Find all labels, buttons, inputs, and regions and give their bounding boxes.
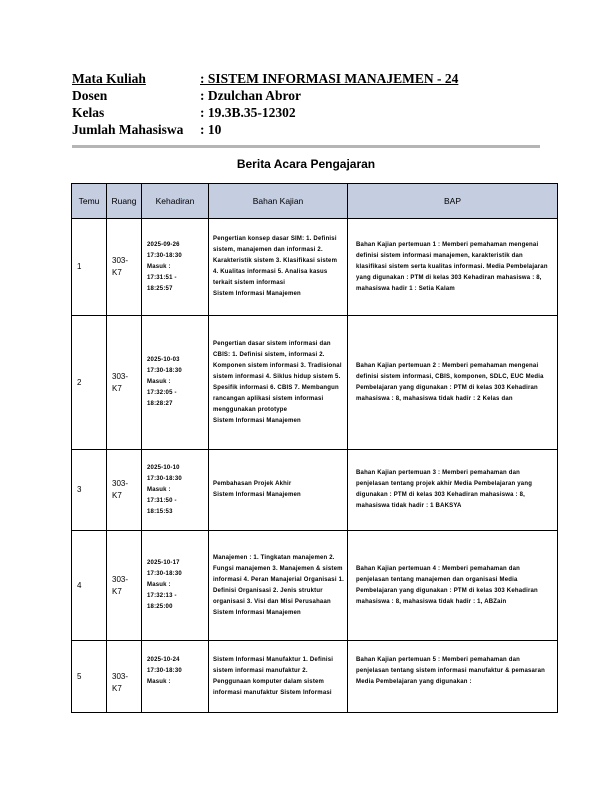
cell-kehadiran: 2025-10-10 17:30-18:30 Masuk : 17:31:50 - 18:15:53 [142,450,209,531]
course-label: Mata Kuliah [72,71,146,86]
cell-bahan-kajian: Manajemen : 1. Tingkatan manajemen 2. Fungsi manajemen 3. Manajemen & sistem informasi 4. Peran Manajerial Organisasi 1. Definisi Organisasi 2. Jenis struktur organisasi 3. Visi dan Misi Perusahaan Sistem Informasi Manajemen [209,531,348,641]
table-row [72,316,558,450]
header-row-lecturer [72,87,542,104]
cell-bap: Bahan Kajian pertemuan 2 : Memberi pemahaman mengenai definisi sistem informasi, CBIS, komponen, SDLC, EUC Media Pembelajaran yang digunakan : PTM di kelas 303 Kehadiran mahasiswa : 8, mahasiswa tidak hadir : 2 Kelas dan [348,316,558,450]
column-header-temu: Temu [72,184,107,219]
cell-ruang: 303- K7 [107,316,142,450]
cell-kehadiran: 2025-10-24 17:30-18:30 Masuk : [142,641,209,713]
teaching-report-table [71,183,558,713]
table-row [72,219,558,316]
table-row [72,450,558,531]
cell-temu: 3 [72,450,107,531]
cell-temu: 5 [72,641,107,713]
cell-bahan-kajian: Pengertian konsep dasar SIM: 1. Definisi sistem, manajemen dan informasi 2. Karakteristik sistem 3. Klasifikasi sistem 4. Kualitas informasi 5. Analisa kasus terkait sistem informasi Sistem Informasi Manajemen [209,219,348,316]
cell-temu: 1 [72,219,107,316]
course-value: : SISTEM INFORMASI MANAJEMEN - 24 [200,71,459,86]
cell-ruang: 303- K7 [107,531,142,641]
cell-kehadiran: 2025-09-26 17:30-18:30 Masuk : 17:31:51 - 18:25:57 [142,219,209,316]
students-value: : 10 [200,122,222,137]
header-row-course [72,70,542,87]
header-row-class [72,104,542,121]
table-row [72,531,558,641]
students-label: Jumlah Mahasiswa [72,122,184,137]
cell-bap: Bahan Kajian pertemuan 4 : Memberi pemahaman dan penjelasan tentang manajemen dan organisasi Media Pembelajaran yang digunakan : PTM di kelas 303 Kehadiran mahasiswa : 8, mahasiswa tidak hadir : 1, ABZain [348,531,558,641]
cell-ruang: 303- K7 [107,641,142,713]
cell-bap: Bahan Kajian pertemuan 1 : Memberi pemahaman mengenai definisi sistem informasi manajemen, karakteristik dan klasifikasi sistem serta kualitas informasi. Media Pembelajaran yang digunakan : PTM di kelas 303 Kehadiran mahasiswa : 8, mahasiswa hadir 1 : Setia Kalam [348,219,558,316]
cell-ruang: 303- K7 [107,450,142,531]
column-header-bap: BAP [348,184,558,219]
table-header-row [72,184,558,219]
header-divider [72,145,540,148]
cell-kehadiran: 2025-10-17 17:30-18:30 Masuk : 17:32:13 - 18:25:00 [142,531,209,641]
course-header [72,70,542,138]
class-value: : 19.3B.35-12302 [200,105,296,120]
cell-kehadiran: 2025-10-03 17:30-18:30 Masuk : 17:32:05 - 18:28:27 [142,316,209,450]
header-row-students [72,121,542,138]
lecturer-value: : Dzulchan Abror [200,88,302,103]
cell-bahan-kajian: Pengertian dasar sistem informasi dan CBIS: 1. Definisi sistem, informasi 2. Komponen sistem informasi 3. Tradisional sistem informasi 4. Siklus hidup sistem 5. Spesifik informasi 6. CBIS 7. Membangun rancangan aplikasi sistem informasi menggunakan prototype Sistem Informasi Manajemen [209,316,348,450]
table-row [72,641,558,713]
column-header-bahan-kajian: Bahan Kajian [209,184,348,219]
cell-temu: 4 [72,531,107,641]
column-header-kehadiran: Kehadiran [142,184,209,219]
cell-bahan-kajian: Pembahasan Projek Akhir Sistem Informasi Manajemen [209,450,348,531]
cell-ruang: 303- K7 [107,219,142,316]
cell-bap: Bahan Kajian pertemuan 3 : Memberi pemahaman dan penjelasan tentang projek akhir Media Pembelajaran yang digunakan : PTM di kelas 303 Kehadiran mahasiswa : 8, mahasiswa tidak hadir : 1 BAKSYA [348,450,558,531]
cell-temu: 2 [72,316,107,450]
cell-bahan-kajian: Sistem Informasi Manufaktur 1. Definisi sistem informasi manufaktur 2. Penggunaan komputer dalam sistem informasi manufaktur Sistem Informasi [209,641,348,713]
document-title: Berita Acara Pengajaran [236,157,376,171]
column-header-ruang: Ruang [107,184,142,219]
class-label: Kelas [72,105,105,120]
lecturer-label: Dosen [72,88,108,103]
cell-bap: Bahan Kajian pertemuan 5 : Memberi pemahaman dan penjelasan tentang sistem informasi manufaktur & pemasaran Media Pembelajaran yang digunakan : [348,641,558,713]
